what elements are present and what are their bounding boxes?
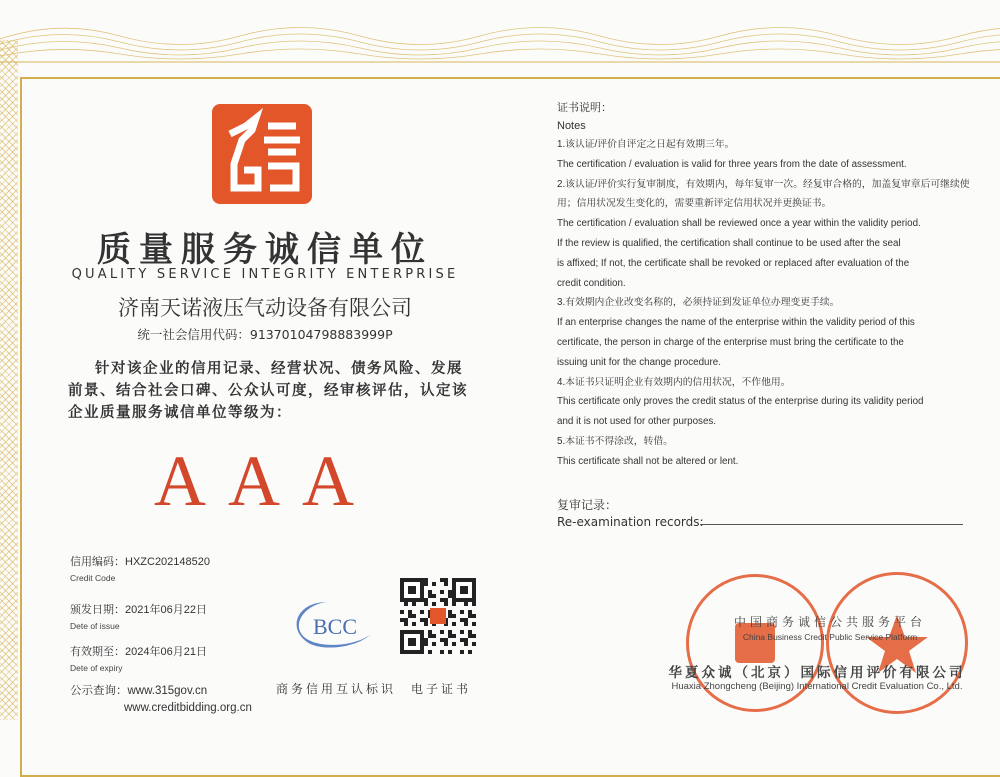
issuer-company-en: Huaxia Zhongcheng (Beijing) International Credit Evaluation Co., Ltd. — [671, 681, 963, 692]
credit-code-label-en: Credit Code — [70, 573, 116, 583]
statement-line: 企业质量服务诚信单位等级为： — [68, 405, 292, 421]
credit-code-value: 信用编码：HXZC202148520 — [70, 556, 211, 568]
qr-code-icon[interactable] — [400, 578, 476, 654]
bcc-logo-icon — [287, 598, 373, 652]
expiry-date-label-en: Dete of expiry — [70, 663, 123, 673]
company-name: 济南天诺液压气动设备有限公司 — [118, 296, 412, 320]
note-line: and it is not used for other purposes. — [557, 416, 717, 428]
note-line: If an enterprise changes the name of the enterprise within the validity period of this — [557, 317, 915, 329]
guilloche-border-left — [0, 40, 18, 720]
note-line: certificate, the person in charge of the enterprise must bring the certificate to the — [557, 336, 904, 348]
issue-date-value: 颁发日期：2021年06月22日 — [70, 604, 207, 616]
unified-credit-code: 统一社会信用代码：91370104798883999P — [137, 327, 393, 342]
note-line: 4.本证书只证明企业有效期内的信用状况，不作他用。 — [557, 376, 791, 388]
certificate-title: 质量服务诚信单位 — [97, 230, 433, 270]
expiry-date-value: 有效期至：2024年06月21日 — [70, 646, 207, 658]
qr-caption: 电子证书 — [411, 682, 472, 696]
statement — [68, 358, 478, 424]
note-line: The certification / evaluation shall be reviewed once a year within the validity period. — [557, 218, 921, 230]
note-line: 3.有效期内企业改变名称的，必须持证到发证单位办理变更手续。 — [557, 297, 840, 309]
note-line: issuing unit for the change procedure. — [557, 356, 721, 368]
query-sites — [70, 682, 252, 714]
note-line: 5.本证书不得涂改，转借。 — [557, 435, 673, 447]
platform-name-en: China Business Credit Public Service Platform — [742, 632, 918, 642]
credit-code — [70, 553, 210, 583]
note-line: is affixed; If not, the certificate shall be revoked or replaced after evaluation of the — [557, 257, 910, 269]
issuer-company: 华夏众诚（北京）国际信用评价有限公司 — [668, 665, 966, 681]
expiry-date — [70, 643, 207, 673]
note-line: 1.该认证/评价自评定之日起有效期三年。 — [557, 139, 735, 150]
bcc-caption: 商务信用互认标识 — [276, 682, 397, 696]
guilloche-border-top — [0, 14, 1000, 74]
note-line: 2.该认证/评价实行复审制度，有效期内，每年复审一次。经复审合格的，加盖复审章后可继续使 — [557, 178, 970, 190]
re-examination — [557, 497, 704, 531]
notes-heading-en: Notes — [557, 120, 586, 132]
note-line: credit condition. — [557, 277, 626, 289]
query-url-1[interactable]: 公示查询：www.315gov.cn — [70, 685, 208, 697]
company-star-seal-icon — [826, 572, 968, 714]
issue-date — [70, 601, 207, 631]
statement-line: 前景、结合社会口碑、公众认可度，经审核评估，认定该 — [68, 383, 468, 399]
notes-heading-cn: 证书说明： — [557, 102, 612, 114]
note-line: The certification / evaluation is valid for three years from the date of assessment. — [557, 158, 907, 170]
grade-rating: AAA — [154, 441, 376, 521]
query-url-2[interactable]: www.creditbidding.org.cn — [124, 702, 252, 714]
note-line: This certificate only proves the credit status of the enterprise during its validity period — [557, 396, 924, 408]
notes-section — [557, 99, 987, 467]
reexam-signature-line — [700, 524, 963, 525]
note-line: 用；信用状况发生变化的，需要重新评定信用状况并更换证书。 — [557, 198, 832, 210]
note-line: If the review is qualified, the certification shall continue to be used after the seal — [557, 237, 901, 249]
reexam-label-en: Re-examination records: — [557, 515, 704, 529]
note-line: This certificate shall not be altered or lent. — [557, 455, 739, 467]
bcc-text: BCC — [312, 614, 358, 639]
xin-seal-logo-icon — [212, 104, 312, 204]
platform-name: 中国商务诚信公共服务平台 — [733, 615, 926, 629]
issue-date-label-en: Dete of issue — [70, 621, 120, 631]
certificate-title-en: QUALITY SERVICE INTEGRITY ENTERPRISE — [71, 267, 459, 282]
statement-line: 针对该企业的信用记录、经营状况、债务风险、发展 — [95, 361, 463, 377]
reexam-label-cn: 复审记录： — [557, 498, 618, 512]
